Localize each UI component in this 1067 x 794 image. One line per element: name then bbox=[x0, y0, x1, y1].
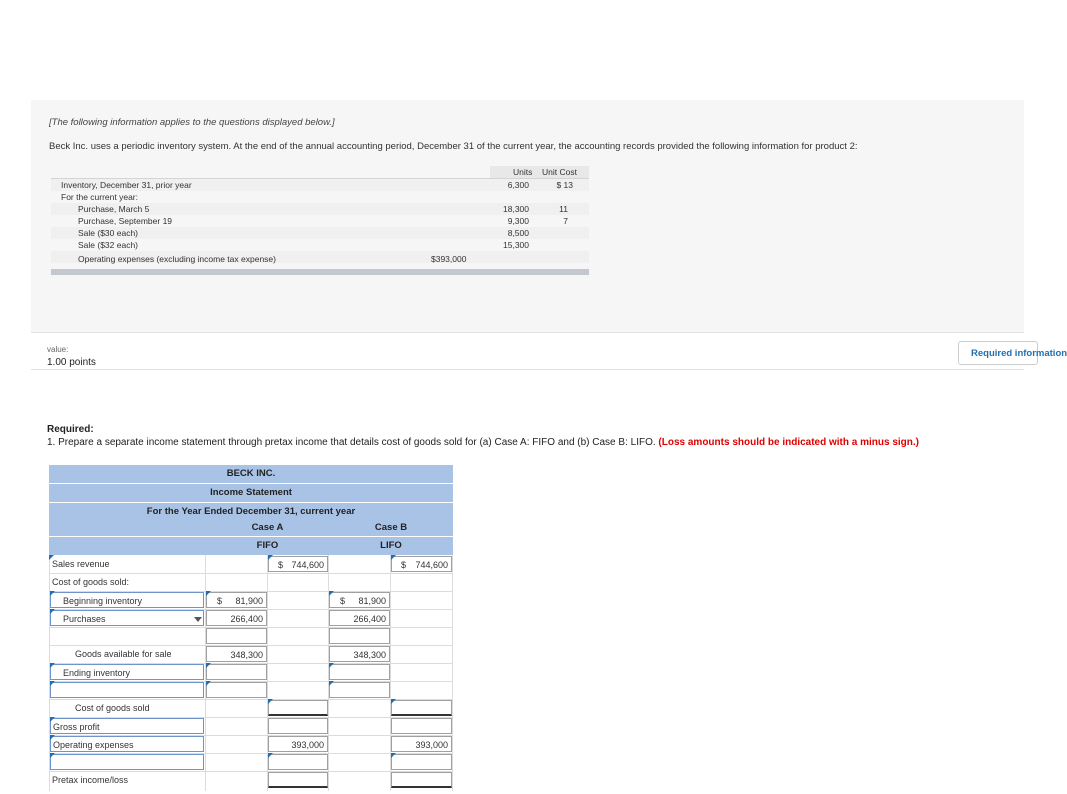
input-flag bbox=[50, 735, 55, 740]
input-flag bbox=[206, 681, 211, 686]
input-flag bbox=[50, 681, 55, 686]
operating-expenses-label-field[interactable] bbox=[50, 736, 204, 752]
info-row-label: Sale ($30 each) bbox=[78, 228, 139, 238]
input-flag bbox=[50, 609, 55, 614]
input-flag bbox=[268, 555, 273, 560]
case-b-sales-revenue-value: 744,600 bbox=[415, 560, 448, 570]
required-instruction: 1. Prepare a separate income statement through pretax income that details cost of goods sold for (a) Case A: FIFO and (b) Case B: LIFO. bbox=[47, 437, 656, 448]
input-flag bbox=[206, 591, 211, 596]
info-row-amount: $393,000 bbox=[431, 254, 467, 264]
case-b-beginning-inventory[interactable] bbox=[329, 592, 390, 608]
info-row-label: Purchase, September 19 bbox=[78, 216, 173, 226]
info-row-units: 15,300 bbox=[503, 240, 529, 250]
case-a-blank-input[interactable] bbox=[206, 628, 267, 644]
ending-inventory-label-field[interactable] bbox=[50, 664, 204, 680]
gross-profit-label-field[interactable] bbox=[50, 718, 204, 734]
income-statement-header bbox=[49, 465, 453, 522]
row-label-gross-profit: Gross profit bbox=[53, 722, 100, 732]
input-flag bbox=[391, 753, 396, 758]
points-value: 1.00 points bbox=[47, 357, 96, 368]
case-a-blank-input[interactable] bbox=[268, 754, 328, 770]
row-label-purchases: Purchases bbox=[63, 614, 106, 624]
input-flag bbox=[329, 591, 334, 596]
case-b-gross-profit[interactable] bbox=[391, 718, 452, 734]
info-row-units: 18,300 bbox=[503, 204, 529, 214]
currency-symbol: $ bbox=[217, 596, 223, 606]
info-row-label: Operating expenses (excluding income tax expense) bbox=[78, 254, 276, 264]
score-area bbox=[47, 345, 96, 368]
case-b-operating-expenses-value: 393,000 bbox=[415, 740, 448, 750]
case-b-goods-available-value: 348,300 bbox=[353, 650, 386, 660]
input-flag bbox=[268, 699, 273, 704]
required-heading: Required: bbox=[47, 424, 94, 435]
info-row-label: Purchase, March 5 bbox=[78, 204, 150, 214]
beginning-inventory-label-field[interactable] bbox=[50, 592, 204, 608]
row-label-cogs-header: Cost of goods sold: bbox=[52, 577, 130, 587]
input-flag bbox=[329, 681, 334, 686]
intro-note: [The following information applies to the questions displayed below.] bbox=[49, 117, 335, 128]
case-a-purchases-value: 266,400 bbox=[230, 614, 263, 624]
row-label-pretax: Pretax income/loss bbox=[52, 775, 129, 785]
row-label-operating-expenses: Operating expenses bbox=[53, 740, 134, 750]
info-table bbox=[51, 166, 589, 276]
case-b-purchases[interactable] bbox=[329, 610, 390, 626]
value-label: value: bbox=[47, 345, 69, 354]
info-row-unit-cost: 7 bbox=[563, 216, 568, 226]
info-row-label: Inventory, December 31, prior year bbox=[61, 180, 192, 190]
input-flag bbox=[268, 753, 273, 758]
case-b-ending-inventory[interactable] bbox=[329, 664, 390, 680]
case-a-blank-input[interactable] bbox=[206, 682, 267, 698]
col-unit-cost-header: Unit Cost bbox=[542, 167, 577, 177]
info-row-unit-cost: $ 13 bbox=[556, 180, 573, 190]
input-flag bbox=[206, 663, 211, 668]
case-a-ending-inventory[interactable] bbox=[206, 664, 267, 680]
currency-symbol: $ bbox=[278, 560, 284, 570]
row-label-cost-of-goods-sold: Cost of goods sold bbox=[75, 703, 150, 713]
problem-description: Beck Inc. uses a periodic inventory system. At the end of the annual accounting period, December 31 of the current year, the accounting records provided the following information for product 2: bbox=[49, 141, 858, 152]
case-b-blank-input[interactable] bbox=[391, 754, 452, 770]
case-a-gross-profit[interactable] bbox=[268, 718, 328, 734]
purchases-label-select[interactable] bbox=[50, 610, 204, 626]
case-a-sales-revenue[interactable] bbox=[268, 556, 328, 572]
case-a-pretax[interactable] bbox=[268, 772, 328, 788]
info-row-units: 6,300 bbox=[507, 180, 529, 190]
row-label-ending-inventory: Ending inventory bbox=[63, 668, 131, 678]
input-flag bbox=[50, 663, 55, 668]
required-note: (Loss amounts should be indicated with a minus sign.) bbox=[658, 437, 919, 448]
currency-symbol: $ bbox=[401, 560, 407, 570]
case-a-header: Case A bbox=[251, 522, 284, 533]
case-b-pretax[interactable] bbox=[391, 772, 452, 788]
input-flag bbox=[50, 753, 55, 758]
case-b-operating-expenses[interactable] bbox=[391, 736, 452, 752]
row-label-goods-available: Goods available for sale bbox=[75, 649, 172, 659]
info-row-units: 9,300 bbox=[507, 216, 529, 226]
statement-name: Income Statement bbox=[49, 484, 453, 503]
case-a-purchases[interactable] bbox=[206, 610, 267, 626]
case-b-method: LIFO bbox=[380, 540, 402, 551]
info-row-unit-cost: 11 bbox=[559, 204, 568, 214]
case-b-sales-revenue[interactable] bbox=[391, 556, 452, 572]
input-flag bbox=[391, 555, 396, 560]
row-label-beginning-inventory: Beginning inventory bbox=[63, 596, 143, 606]
currency-symbol: $ bbox=[340, 596, 346, 606]
blank-label-field[interactable] bbox=[50, 682, 204, 698]
case-a-goods-available-value: 348,300 bbox=[230, 650, 263, 660]
input-flag bbox=[50, 591, 55, 596]
info-row-label: Sale ($32 each) bbox=[78, 240, 139, 250]
input-flag bbox=[50, 717, 55, 722]
blank-label-field[interactable] bbox=[50, 754, 204, 770]
row-label-sales-revenue: Sales revenue bbox=[52, 559, 110, 569]
col-units-header: Units bbox=[513, 167, 533, 177]
case-a-goods-available bbox=[206, 646, 267, 662]
info-row-label: For the current year: bbox=[61, 192, 139, 202]
case-b-goods-available bbox=[329, 646, 390, 662]
case-b-blank-input[interactable] bbox=[329, 682, 390, 698]
required-text bbox=[47, 437, 919, 448]
case-a-beginning-inventory[interactable] bbox=[206, 592, 267, 608]
case-a-operating-expenses-value: 393,000 bbox=[291, 740, 324, 750]
case-a-sales-revenue-value: 744,600 bbox=[291, 560, 324, 570]
statement-period: For the Year Ended December 31, current year bbox=[49, 503, 453, 522]
case-b-blank-input[interactable] bbox=[329, 628, 390, 644]
divider bbox=[31, 369, 1024, 370]
input-flag bbox=[391, 699, 396, 704]
case-a-beginning-inventory-value: 81,900 bbox=[235, 596, 263, 606]
case-b-beginning-inventory-value: 81,900 bbox=[358, 596, 386, 606]
required-information-button[interactable]: Required information bbox=[958, 341, 1038, 365]
case-b-purchases-value: 266,400 bbox=[353, 614, 386, 624]
company-name: BECK INC. bbox=[49, 465, 453, 484]
info-row-units: 8,500 bbox=[507, 228, 529, 238]
chevron-down-icon bbox=[194, 617, 202, 622]
case-b-header: Case B bbox=[374, 522, 408, 533]
case-b-cost-of-goods-sold[interactable] bbox=[391, 700, 452, 716]
case-a-cost-of-goods-sold[interactable] bbox=[268, 700, 328, 716]
case-a-operating-expenses[interactable] bbox=[268, 736, 328, 752]
case-a-method: FIFO bbox=[256, 540, 279, 551]
input-flag bbox=[329, 663, 334, 668]
